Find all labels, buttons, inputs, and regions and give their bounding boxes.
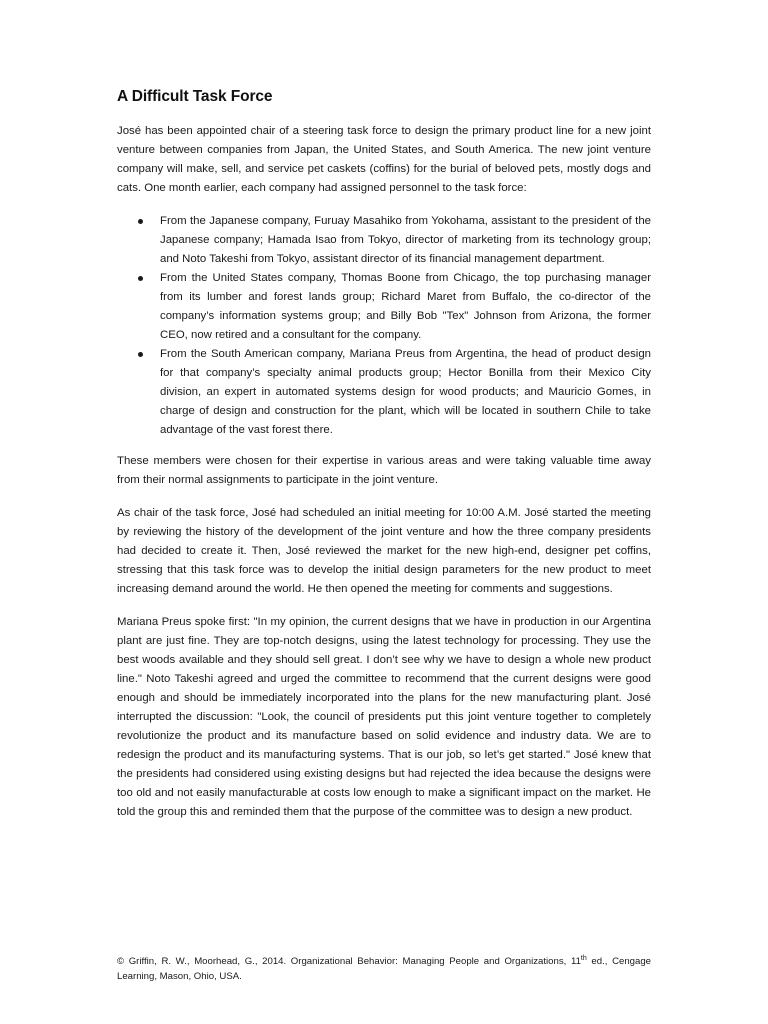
meeting-paragraph: As chair of the task force, José had scheduled an initial meeting for 10:00 A.M. José started the meeting by reviewing the history of the development of the joint venture and how the three company presidents had decided to create it. Then, José reviewed the market for the new high-end, designer pet coffins, stressing that this task force was to develop the initial design parameters for the new product to meet increasing demand around the world. He then opened the meeting for comments and suggestions. (117, 507, 651, 595)
citation-text-main: © Griffin, R. W., Moorhead, G., 2014. Organizational Behavior: Managing People and Organizations, 11 (117, 956, 581, 967)
list-item-text: From the South American company, Mariana Preus from Argentina, the head of product design for that company’s specialty animal products group; Hector Bonilla from their Mexico City division, an expert in automated systems design for wood products; and Mauricio Gomes, in charge of design and construction for the plant, which will be located in southern Chile to take advantage of the vast forest there. (160, 348, 651, 436)
task-force-members-list (117, 212, 651, 440)
intro-paragraph: José has been appointed chair of a steering task force to design the primary product line for a new joint venture between companies from Japan, the United States, and South America. The new joint venture company will make, sell, and service pet caskets (coffins) for the burial of beloved pets, mostly dogs and cats. One month earlier, each company had assigned personnel to the task force: (117, 125, 651, 194)
list-item-japanese-company (117, 212, 651, 269)
citation-superscript: th (580, 954, 587, 962)
bullet-icon (138, 352, 143, 357)
document-title: A Difficult Task Force (117, 88, 273, 105)
citation-footer (117, 954, 651, 984)
bullet-icon (138, 219, 143, 224)
list-item-text: From the Japanese company, Furuay Masahiko from Yokohama, assistant to the president of the Japanese company; Hamada Isao from Tokyo, director of marketing from its technology group; and Noto Takeshi from Tokyo, assistant director of its financial management department. (160, 215, 651, 265)
list-item-south-american-company (117, 345, 651, 440)
citation-text-end: ed., Cengage Learning, Mason, Ohio, USA. (117, 956, 652, 982)
bullet-icon (138, 276, 143, 281)
members-paragraph: These members were chosen for their expertise in various areas and were taking valuable time away from their normal assignments to participate in the joint venture. (117, 455, 651, 486)
document-body (117, 88, 651, 836)
discussion-paragraph: Mariana Preus spoke first: "In my opinion, the current designs that we have in production in our Argentina plant are just fine. They are top-notch designs, using the latest technology for processing. They use the best woods available and they should sell great. I don’t see why we have to design a whole new product line." Noto Takeshi agreed and urged the committee to recommend that the current designs were good enough and should be immediately incorporated into the plans for the new manufacturing plant. José interrupted the discussion: "Look, the council of presidents put this joint venture together to completely revolutionize the product and its manufacture based on solid evidence and industry data. We are to redesign the product and its manufacturing systems. That is our job, so let’s get started." José knew that the presidents had considered using existing designs but had rejected the idea because the designs were too old and not easily manufacturable at costs low enough to make a significant impact on the market. He told the group this and reminded them that the purpose of the committee was to design a new product. (117, 616, 651, 818)
list-item-text: From the United States company, Thomas Boone from Chicago, the top purchasing manager from its lumber and forest lands group; Richard Maret from Buffalo, the co-director of the company’s information systems group; and Billy Bob "Tex" Johnson from Arizona, the former CEO, now retired and a consultant for the company. (160, 272, 651, 341)
list-item-us-company (117, 269, 651, 345)
